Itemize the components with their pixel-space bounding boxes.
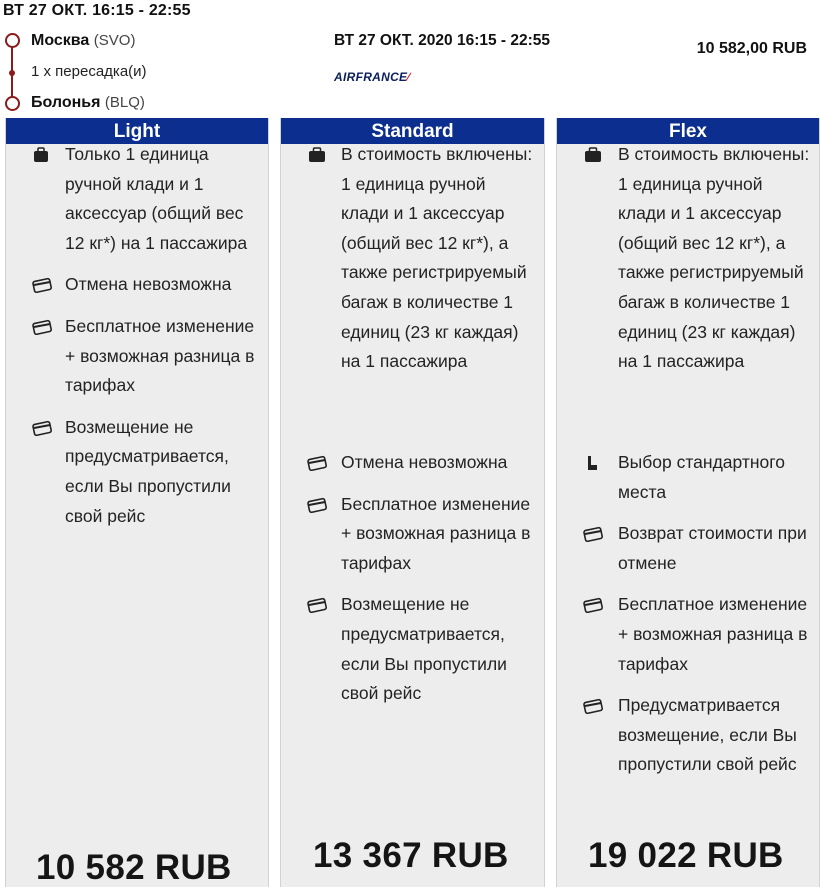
destination-city (31, 94, 145, 112)
fare-feature (281, 448, 544, 478)
fare-title: Standard (281, 118, 544, 144)
airline-logo (334, 70, 410, 84)
card-icon (32, 420, 52, 436)
card-icon (583, 526, 603, 542)
stop-dot-icon (9, 70, 15, 76)
fare-title: Light (6, 118, 268, 144)
airline-name: AIRFRANCE (334, 70, 408, 84)
fare-feature-text: Отмена невозможна (341, 452, 508, 472)
card-icon (32, 319, 52, 335)
fare-feature (6, 312, 268, 401)
origin-city (31, 32, 135, 50)
bag-icon (583, 147, 603, 163)
destination-code: (BLQ) (104, 94, 145, 111)
fare-feature-text: Бесплатное изменение + возможная разница в тарифах (341, 493, 531, 573)
origin-code: (SVO) (93, 32, 136, 49)
fare-feature-text: Бесплатное изменение + возможная разница в тарифах (65, 315, 255, 396)
fare-feature-text: В стоимость включены: 1 единица ручной клади и 1 аксессуар (общий вес 12 кг*), а также регистрируемый багаж в количестве 1 единиц (23 кг каждая) на 1 пассажира (341, 144, 533, 372)
fare-feature (6, 270, 268, 300)
header-date-time: ВТ 27 ОКТ. 16:15 - 22:55 (3, 2, 191, 19)
seat-icon (583, 454, 603, 472)
fare-feature-text: В стоимость включены: 1 единица ручной клади и 1 аксессуар (общий вес 12 кг*), а также регистрируемый багаж в количестве 1 единиц (23 кг каждая) на 1 пассажира (618, 144, 810, 372)
fare-feature-text: Отмена невозможна (65, 274, 232, 295)
fare-feature (281, 140, 544, 446)
fare-card-standard[interactable] (280, 118, 545, 887)
bag-icon (32, 147, 52, 163)
fare-feature (6, 140, 268, 258)
fare-feature (557, 448, 819, 507)
card-icon (583, 698, 603, 714)
fare-feature-text: Возмещение не предусматривается, если Вы пропустили свой рейс (341, 594, 507, 704)
fare-feature (557, 519, 819, 578)
fare-feature-text: Предусматривается возмещение, если Вы пропустили свой рейс (618, 695, 797, 775)
airline-logo-icon: ∕ (407, 70, 410, 84)
fare-feature (557, 590, 819, 679)
card-icon (307, 497, 327, 513)
card-icon (583, 597, 603, 613)
fare-feature (281, 590, 544, 708)
fare-feature (557, 140, 819, 446)
card-icon (307, 597, 327, 613)
stops-count: 1 x пересадка(и) (31, 63, 147, 80)
fare-feature-text: Выбор стандартного места (618, 452, 786, 502)
destination-city-name: Болонья (31, 94, 101, 111)
origin-dot-icon (5, 33, 20, 48)
fare-feature (281, 490, 544, 579)
fare-card-flex[interactable] (556, 118, 820, 887)
fare-feature-text: Возмещение не предусматривается, если Вы пропустили свой рейс (65, 416, 231, 526)
destination-dot-icon (5, 96, 20, 111)
flight-date: ВТ 27 ОКТ. 2020 16:15 - 22:55 (334, 32, 551, 49)
fare-feature (557, 691, 819, 780)
card-icon (32, 277, 52, 293)
fare-feature-text: Только 1 единица ручной клади и 1 аксессуар (общий вес 12 кг*) на 1 пассажира (65, 144, 248, 253)
fare-feature-text: Возврат стоимости при отмене (618, 523, 807, 573)
route-summary (4, 30, 304, 118)
fare-price[interactable]: 10 582 RUB (36, 848, 232, 887)
card-icon (307, 455, 327, 471)
bag-icon (307, 147, 327, 163)
fare-price[interactable]: 13 367 RUB (313, 836, 509, 875)
fare-price[interactable]: 19 022 RUB (588, 836, 784, 875)
fare-card-light[interactable] (5, 118, 269, 887)
fare-title: Flex (557, 118, 819, 144)
flight-header (0, 0, 820, 118)
header-price: 10 582,00 RUB (696, 40, 807, 57)
fare-feature (6, 413, 268, 531)
fare-feature-text: Бесплатное изменение + возможная разница в тарифах (618, 594, 808, 674)
origin-city-name: Москва (31, 32, 90, 49)
